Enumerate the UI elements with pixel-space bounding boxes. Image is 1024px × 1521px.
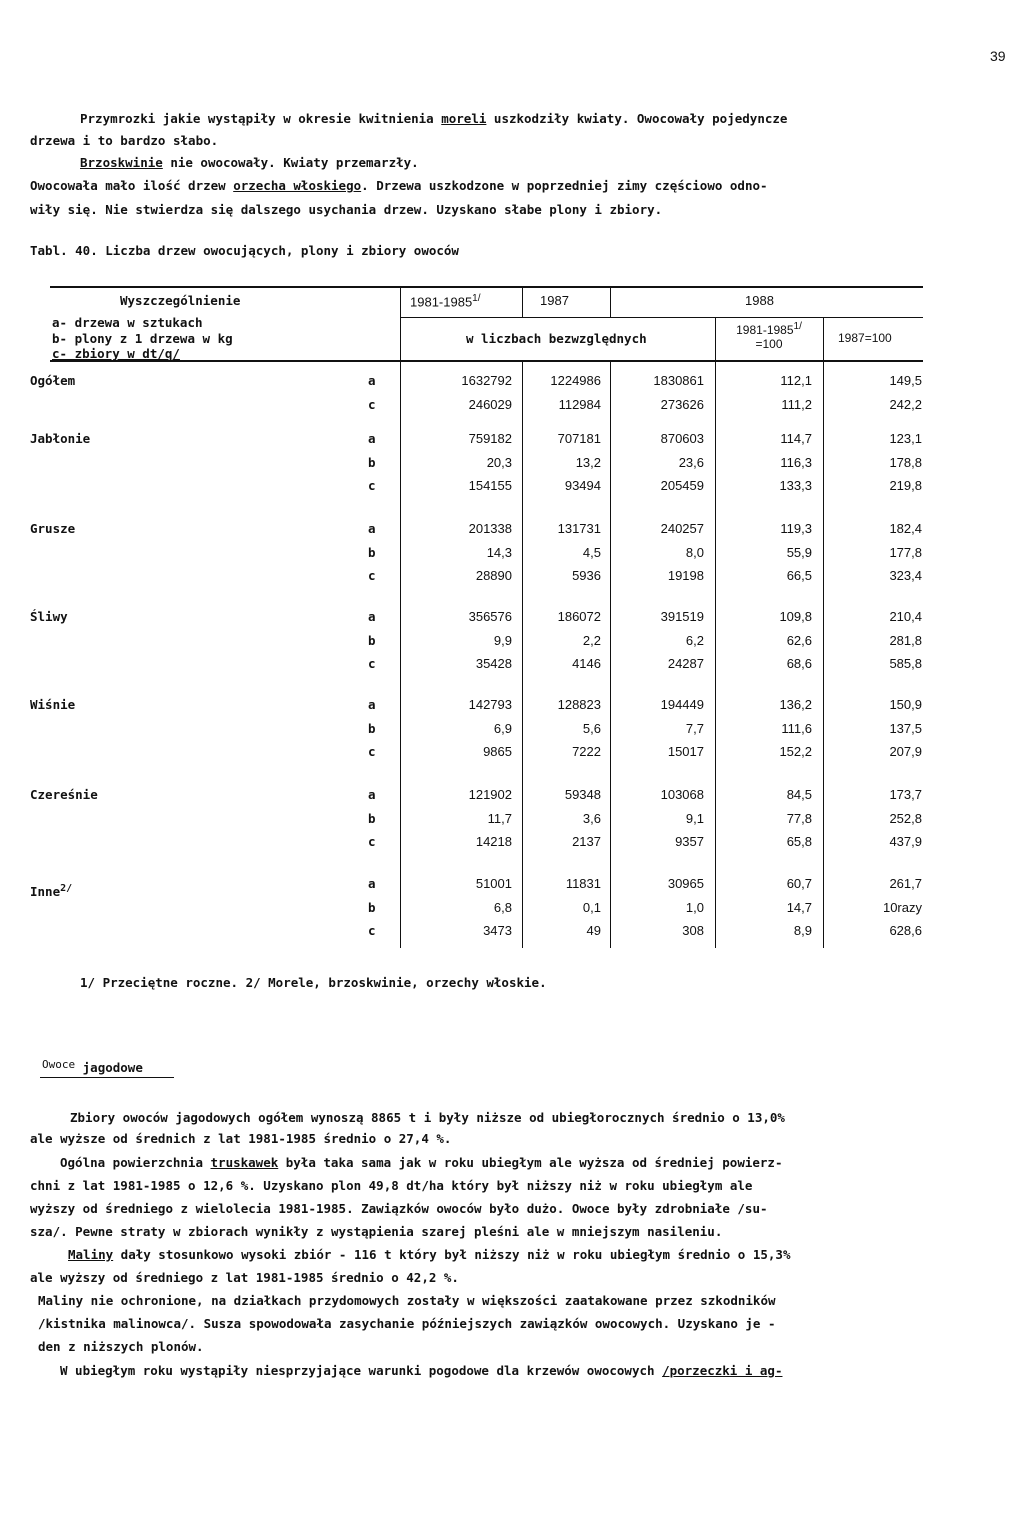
table-cell: 1,0 [685, 899, 704, 915]
table-cell: 308 [682, 923, 704, 938]
section-title-rule [40, 1077, 174, 1078]
table-cell: 4,5 [582, 544, 601, 560]
table-cell: 6,8 [493, 899, 512, 915]
table-group-label-text: Czereśnie [30, 787, 98, 802]
body-divider [823, 362, 824, 948]
table-top-rule [50, 286, 923, 288]
header-col-1987: 1987 [540, 293, 569, 308]
table-cell: 103068 [660, 787, 704, 802]
table-cell: 59348 [564, 787, 601, 802]
body-line: Maliny nie ochronione, na działkach przydomowych zostały w większości zaatakowane przez szkodników [38, 1293, 776, 1308]
table-cell: 7222 [572, 744, 601, 759]
body-line [60, 1155, 782, 1170]
table-cell: 437,9 [889, 834, 922, 849]
intro-text: nie owocowały. Kwiaty przemarzły. [162, 155, 419, 170]
table-cell: 49 [586, 923, 601, 938]
table-cell: 13,2 [575, 454, 601, 470]
table-row-code: b [368, 632, 376, 648]
table-cell: 35428 [475, 656, 512, 671]
intro-text: Owocowała mało ilość drzew [30, 178, 234, 193]
table-cell: 5,6 [582, 720, 601, 736]
table-group-label-text: Inne [30, 884, 61, 900]
table-cell: 68,6 [786, 656, 812, 671]
body-divider [715, 362, 716, 948]
body-line: sza/. Pewne straty w zbiorach wynikły z wystąpienia szarej pleśni ale w mniejszym nasileniu. [30, 1224, 723, 1239]
table-group-label-sup: 2/ [60, 883, 73, 894]
table-cell: 1830861 [653, 373, 704, 388]
intro-text: . Drzewa uszkodzone w poprzedniej zimy częściowo odno- [361, 178, 768, 193]
table-cell: 252,8 [889, 810, 922, 826]
body-line [68, 1247, 790, 1262]
table-cell: 128823 [557, 697, 601, 712]
table-row-code: a [368, 431, 376, 446]
table-cell: 119,3 [780, 521, 812, 536]
intro-underlined: moreli [441, 111, 487, 126]
table-cell: 154155 [468, 478, 512, 493]
table-cell: 116,3 [780, 454, 812, 470]
header-spec: Wyszczególnienie [120, 293, 241, 308]
header-divider [715, 318, 716, 360]
table-group-label [30, 521, 75, 536]
table-cell: 628,6 [889, 923, 922, 938]
table-cell: 20,3 [486, 454, 512, 470]
table-group-label-text: Wiśnie [30, 697, 76, 712]
table-row-code: c [368, 923, 376, 938]
table-cell: 391519 [660, 609, 704, 624]
table-row-code: b [368, 454, 376, 470]
intro-text: Przymrozki jakie wystąpiły w okresie kwitnienia [80, 111, 442, 126]
intro-underlined: orzecha włoskiego [233, 178, 362, 193]
table-cell: 10razy [882, 899, 922, 915]
body-divider [400, 362, 401, 948]
table-cell: 23,6 [678, 454, 704, 470]
intro-line-5: wiły się. Nie stwierdza się dalszego usychania drzew. Uzyskano słabe plony i zbiory. [30, 202, 663, 217]
table-cell: 150,9 [889, 697, 922, 712]
body-line: ale wyższe od średnich z lat 1981-1985 średnio o 27,4 %. [30, 1131, 452, 1146]
table-cell: 7,7 [685, 720, 704, 736]
table-cell: 9865 [483, 744, 512, 759]
body-divider [522, 362, 523, 948]
table-row-code: b [368, 720, 376, 736]
table-cell: 870603 [660, 431, 704, 446]
body-line: chni z lat 1981-1985 o 12,6 %. Uzyskano plon 49,8 dt/ha który był niższy niż w roku ubiegłym ale [30, 1178, 753, 1193]
header-col-1981-1985 [410, 293, 481, 309]
table-cell: 173,7 [889, 787, 922, 802]
table-group-label-text: Śliwy [30, 609, 68, 624]
header-sup: 1/ [793, 321, 802, 332]
table-cell: 177,8 [889, 544, 922, 560]
body-text: była taka sama jak w roku ubiegłym ale wyższa od średniej powierz- [278, 1155, 783, 1170]
header-absolute: w liczbach bezwzględnych [466, 331, 647, 346]
header-text: 1981-1985 [410, 294, 473, 310]
table-cell: 178,8 [889, 454, 922, 470]
table-cell: 51001 [475, 876, 512, 891]
intro-text: uszkodziły kwiaty. Owocowały pojedyncze [486, 111, 788, 126]
header-text: =100 [755, 337, 783, 351]
table-group-label [30, 609, 68, 624]
table-cell: 14,3 [486, 544, 512, 560]
table-row-code: a [368, 521, 376, 536]
intro-underlined: Brzoskwinie [80, 155, 163, 170]
table-cell: 4146 [572, 656, 601, 671]
table-group-label [30, 697, 75, 712]
table-cell: 242,2 [889, 396, 922, 412]
table-cell: 207,9 [889, 744, 922, 759]
header-col-1988: 1988 [745, 293, 774, 308]
table-cell: 186072 [557, 609, 601, 624]
table-cell: 8,9 [793, 923, 812, 938]
table-cell: 111,2 [781, 396, 812, 412]
table-cell: 142793 [468, 697, 512, 712]
table-cell: 121902 [468, 787, 512, 802]
table-cell: 6,9 [493, 720, 512, 736]
table-cell: 1224986 [550, 373, 601, 388]
legend-c: c- zbiory w dt/q/ [52, 346, 180, 361]
table-cell: 182,4 [889, 521, 922, 536]
header-index-8185 [719, 320, 819, 351]
header-mid-rule [400, 317, 923, 318]
table-cell: 14218 [475, 834, 512, 849]
table-cell: 11831 [565, 876, 601, 891]
table-cell: 194449 [660, 697, 704, 712]
body-underlined: /porzeczki i ag- [662, 1363, 783, 1378]
table-cell: 0,1 [582, 899, 601, 915]
table-cell: 5936 [572, 568, 601, 583]
section-title-text: Owoce [42, 1058, 76, 1071]
table-group-label [30, 373, 75, 388]
header-sup: 1/ [472, 293, 481, 304]
table-cell: 201338 [468, 521, 512, 536]
body-line: wyższy od średniego z wielolecia 1981-1985. Zawiązków owoców było dużo. Owoce były zdrobniałe /su- [30, 1201, 768, 1216]
table-cell: 77,8 [786, 810, 812, 826]
table-cell: 585,8 [889, 656, 922, 671]
header-divider [400, 288, 401, 360]
table-cell: 3,6 [582, 810, 601, 826]
table-cell: 281,8 [889, 632, 922, 648]
table-cell: 3473 [483, 923, 512, 938]
header-text: 1981-1985 [736, 323, 794, 337]
table-cell: 109,8 [779, 609, 812, 624]
table-cell: 137,5 [889, 720, 922, 736]
table-cell: 219,8 [889, 478, 922, 493]
table-cell: 9357 [675, 834, 704, 849]
legend-b: b- plony z 1 drzewa w kg [52, 331, 233, 346]
table-row-code: b [368, 899, 376, 915]
body-line: ale wyższy od średniego z lat 1981-1985 średnio o 42,2 %. [30, 1270, 459, 1285]
table-group-label-text: Ogółem [30, 373, 76, 388]
header-bottom-rule [50, 360, 923, 362]
table-cell: 210,4 [889, 609, 922, 624]
table-cell: 24287 [667, 656, 704, 671]
table-cell: 246029 [468, 396, 512, 412]
table-group-label-text: Jabłonie [30, 431, 91, 446]
table-row-code: a [368, 697, 376, 712]
table-cell: 9,1 [685, 810, 704, 826]
table-row-code: a [368, 876, 376, 891]
table-cell: 9,9 [493, 632, 512, 648]
table-cell: 112984 [558, 396, 601, 412]
table-cell: 114,7 [780, 431, 812, 446]
table-cell: 65,8 [786, 834, 812, 849]
header-divider [823, 318, 824, 360]
table-caption: Tabl. 40. Liczba drzew owocujących, plony i zbiory owoców [30, 243, 459, 258]
table-row-code: c [368, 478, 376, 493]
table-row-code: b [368, 544, 376, 560]
table-row-code: a [368, 609, 376, 624]
table-cell: 131731 [557, 521, 601, 536]
table-cell: 356576 [468, 609, 512, 624]
body-text: dały stosunkowo wysoki zbiór - 116 t który był niższy niż w roku ubiegłym średnio o 15,3% [113, 1247, 791, 1262]
table-cell: 205459 [660, 478, 704, 493]
table-row-code: a [368, 787, 376, 802]
table-cell: 19198 [667, 568, 704, 583]
header-divider [610, 288, 611, 317]
footnote: 1/ Przeciętne roczne. 2/ Morele, brzoskwinie, orzechy włoskie. [80, 975, 547, 990]
body-line: den z niższych plonów. [38, 1339, 204, 1354]
table-cell: 93494 [564, 478, 601, 493]
header-divider [522, 288, 523, 317]
table-cell: 11,7 [487, 810, 512, 826]
table-cell: 149,5 [889, 373, 922, 388]
table-cell: 2137 [572, 834, 601, 849]
body-text: Ogólna powierzchnia [60, 1155, 211, 1170]
intro-line-2: drzewa i to bardzo słabo. [30, 133, 219, 148]
table-cell: 240257 [660, 521, 704, 536]
table-row-code: c [368, 744, 376, 759]
table-group-label [30, 883, 72, 899]
body-divider [610, 362, 611, 948]
table-row-code: a [368, 373, 376, 388]
body-line: /kistnika malinowca/. Susza spowodowała zasychanie późniejszych zawiązków owocowych. Uzyskano je - [38, 1316, 776, 1331]
intro-line-3 [80, 155, 419, 170]
body-text: W ubiegłym roku wystąpiły niesprzyjające warunki pogodowe dla krzewów owocowych [60, 1363, 663, 1378]
page-number: 39 [990, 48, 1006, 64]
table-cell: 15017 [667, 744, 704, 759]
table-row-code: c [368, 568, 376, 583]
table-cell: 1632792 [461, 373, 512, 388]
table-cell: 261,7 [889, 876, 922, 891]
table-cell: 133,3 [779, 478, 812, 493]
table-cell: 84,5 [786, 787, 812, 802]
table-cell: 66,5 [786, 568, 812, 583]
table-row-code: b [368, 810, 376, 826]
body-line: Zbiory owoców jagodowych ogółem wynoszą 8865 t i były niższe od ubiegłorocznych średnio o 13,0% [70, 1110, 785, 1125]
section-title [42, 1060, 143, 1075]
table-cell: 55,9 [786, 544, 812, 560]
table-cell: 111,6 [781, 720, 812, 736]
table-cell: 759182 [468, 431, 512, 446]
table-cell: 323,4 [889, 568, 922, 583]
legend-a: a- drzewa w sztukach [52, 315, 203, 330]
table-cell: 136,2 [779, 697, 812, 712]
table-cell: 123,1 [889, 431, 922, 446]
table-row-code: c [368, 396, 376, 412]
table-group-label-text: Grusze [30, 521, 76, 536]
header-index-1987: 1987=100 [838, 331, 892, 345]
table-cell: 152,2 [779, 744, 812, 759]
section-title-text: jagodowe [75, 1060, 143, 1075]
table-cell: 6,2 [685, 632, 704, 648]
intro-line-1 [80, 111, 787, 126]
table-cell: 707181 [557, 431, 601, 446]
table-row-code: c [368, 834, 376, 849]
table-group-label [30, 787, 98, 802]
intro-line-4 [30, 178, 768, 193]
table-cell: 62,6 [786, 632, 812, 648]
table-cell: 112,1 [780, 373, 812, 388]
table-cell: 30965 [667, 876, 704, 891]
body-underlined: truskawek [210, 1155, 279, 1170]
table-cell: 60,7 [786, 876, 812, 891]
body-underlined: Maliny [68, 1247, 114, 1262]
body-line [60, 1363, 782, 1378]
table-cell: 28890 [475, 568, 512, 583]
table-group-label [30, 431, 90, 446]
table-cell: 2,2 [582, 632, 601, 648]
table-row-code: c [368, 656, 376, 671]
table-cell: 273626 [660, 396, 704, 412]
table-cell: 8,0 [685, 544, 704, 560]
table-cell: 14,7 [786, 899, 812, 915]
